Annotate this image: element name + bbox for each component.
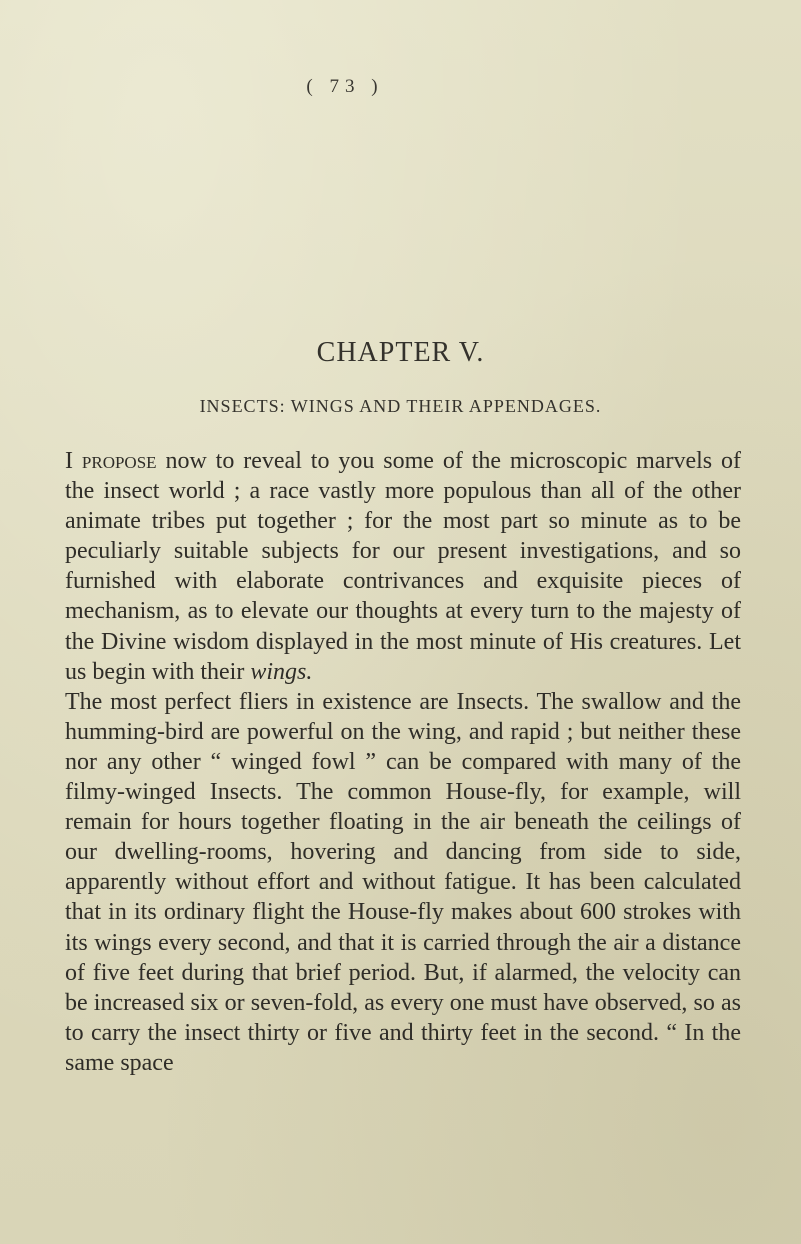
body-text — [65, 446, 741, 1078]
emphasized-word: wings. — [250, 658, 313, 685]
paragraph-1 — [65, 446, 741, 687]
page-number: ( 73 ) — [306, 76, 384, 97]
section-title: INSECTS: WINGS AND THEIR APPENDAGES. — [199, 396, 602, 416]
paragraph-1-text: now to reveal to you some of the microscopic marvels of the insect world ; a race vastly more populous than all of the other animate tribes put together ; for the most part so minute as to be peculiarly suitable subjects for our present investigations, and so furnished with elaborate contrivances and exquisite pieces of mechanism, as to elevate our thoughts at every turn to the majesty of the Divine wisdom displayed in the most minute of His creatures. Let us begin with their — [65, 448, 742, 685]
paragraph-2: The most perfect fliers in existence are Insects. The swallow and the humming-bird are powerful on the wing, and rapid ; but neither these nor any other “ winged fowl ” can be compared with many of the filmy-winged Insects. The common House-fly, for example, will remain for hours together floating in the air beneath the ceilings of our dwelling-rooms, hovering and dancing from side to side, apparently without effort and without fatigue. It has been calculated that in its ordinary flight the House-fly makes about 600 strokes with its wings every second, and that it is carried through the air a distance of five feet during that brief period. But, if alarmed, the velocity can be increased six or seven-fold, as every one must have observed, so as to carry the insect thirty or five and thirty feet in the second. “ In the same space — [65, 688, 741, 1076]
chapter-title: CHAPTER V. — [316, 337, 485, 368]
opening-words: I propose — [65, 448, 157, 474]
